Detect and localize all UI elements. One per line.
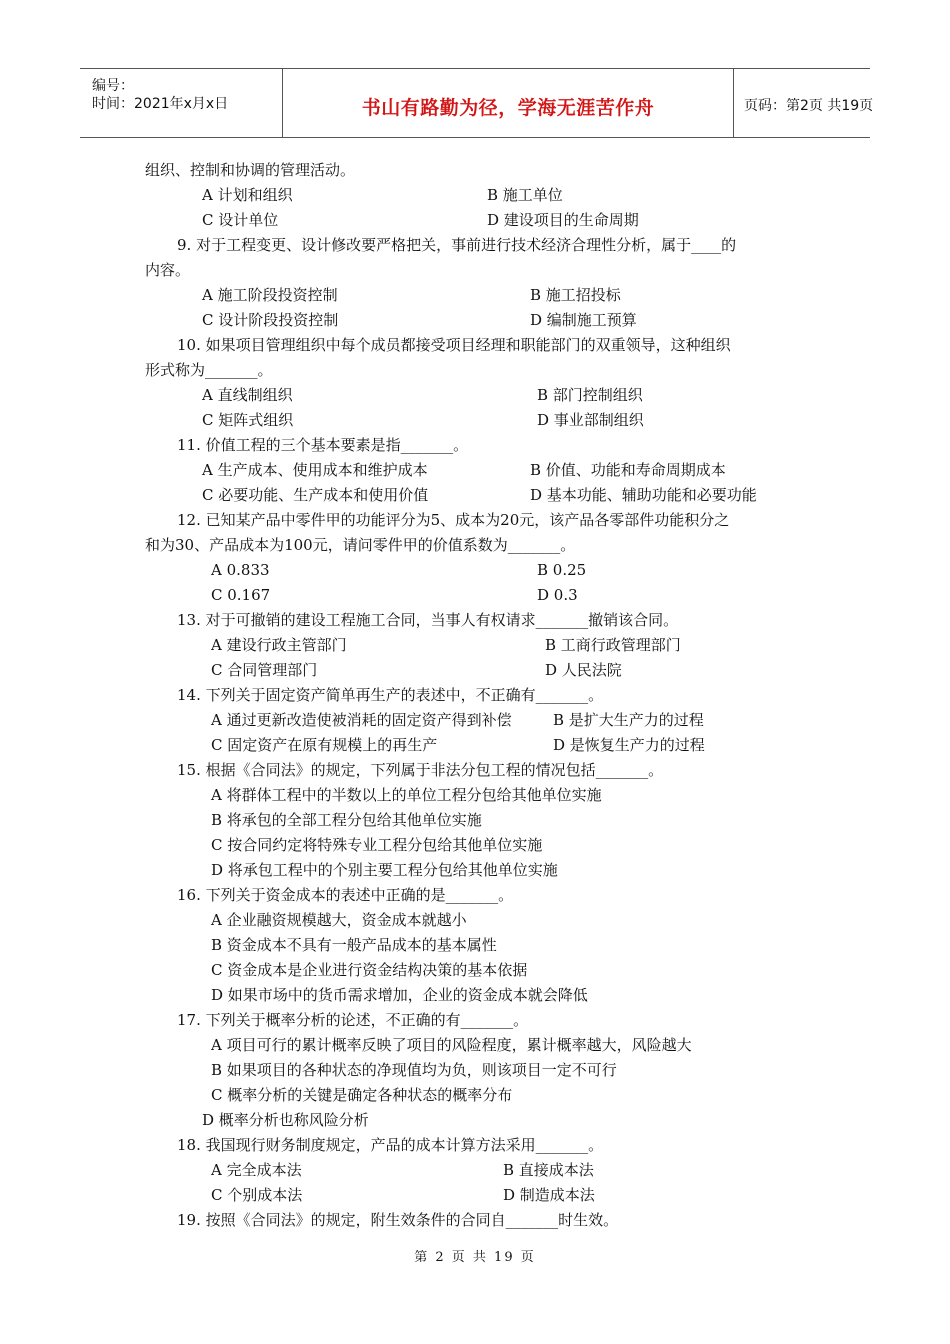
question-16: 16. 下列关于资金成本的表述中正确的是_______。 [177, 886, 514, 904]
option-a: A 施工阶段投资控制 [202, 286, 338, 304]
header-info-cell [80, 69, 283, 137]
option-a: A 0.833 [211, 561, 270, 579]
option-b: B 将承包的全部工程分包给其他单位实施 [211, 811, 482, 829]
header-motto: 书山有路勤为径，学海无涯苦作舟 [361, 97, 655, 119]
option-d: D 编制施工预算 [530, 311, 637, 329]
option-b: B 如果项目的各种状态的净现值均为负，则该项目一定不可行 [211, 1061, 617, 1079]
option-c: C 固定资产在原有规模上的再生产 [211, 736, 438, 754]
option-b: B 施工招投标 [530, 286, 621, 304]
option-a: A 直线制组织 [202, 386, 293, 404]
text-line: 组织、控制和协调的管理活动。 [145, 161, 356, 179]
page-footer: 第 2 页 共 19 页 [414, 1250, 536, 1265]
option-b: B 是扩大生产力的过程 [553, 711, 704, 729]
option-a: A 企业融资规模越大，资金成本就越小 [211, 911, 467, 929]
option-b: B 施工单位 [487, 186, 563, 204]
option-b: B 工商行政管理部门 [545, 636, 681, 654]
document-number-label: 编号： [92, 78, 134, 94]
header-page-cell [734, 69, 874, 137]
option-c: C 合同管理部门 [211, 661, 318, 679]
option-c: C 矩阵式组织 [202, 411, 294, 429]
text-line: 形式称为_______。 [145, 361, 273, 379]
question-12: 12. 已知某产品中零件甲的功能评分为5、成本为20元，该产品各零部件功能积分之 [177, 511, 730, 529]
document-date-label: 时间：2021年x月x日 [92, 96, 229, 112]
option-a: A 完全成本法 [211, 1161, 302, 1179]
option-b: B 资金成本不具有一般产品成本的基本属性 [211, 936, 497, 954]
option-d: D 建设项目的生命周期 [487, 211, 639, 229]
page-header [80, 68, 874, 138]
question-15: 15. 根据《合同法》的规定，下列属于非法分包工程的情况包括_______。 [177, 761, 664, 779]
question-18: 18. 我国现行财务制度规定，产品的成本计算方法采用_______。 [177, 1136, 604, 1154]
option-d: D 将承包工程中的个别主要工程分包给其他单位实施 [211, 861, 558, 879]
option-b: B 部门控制组织 [537, 386, 643, 404]
option-c: C 资金成本是企业进行资金结构决策的基本依据 [211, 961, 528, 979]
option-b: B 价值、功能和寿命周期成本 [530, 461, 726, 479]
option-a: A 将群体工程中的半数以上的单位工程分包给其他单位实施 [211, 786, 602, 804]
option-d: D 制造成本法 [503, 1186, 595, 1204]
text-line: 内容。 [145, 261, 191, 279]
option-c: C 概率分析的关键是确定各种状态的概率分布 [211, 1086, 513, 1104]
question-11: 11. 价值工程的三个基本要素是指_______。 [177, 436, 469, 454]
option-c: C 设计单位 [202, 211, 279, 229]
option-c: C 设计阶段投资控制 [202, 311, 339, 329]
option-c: C 按合同约定将特殊专业工程分包给其他单位实施 [211, 836, 543, 854]
option-c: C 必要功能、生产成本和使用价值 [202, 486, 429, 504]
option-b: B 直接成本法 [503, 1161, 594, 1179]
question-13: 13. 对于可撤销的建设工程施工合同，当事人有权请求_______撤销该合同。 [177, 611, 679, 629]
header-motto-cell [283, 69, 734, 137]
option-a: A 生产成本、使用成本和维护成本 [202, 461, 428, 479]
option-d: D 是恢复生产力的过程 [553, 736, 705, 754]
text-line: 和为30、产品成本为100元，请问零件甲的价值系数为_______。 [145, 536, 576, 554]
option-c: C 个别成本法 [211, 1186, 303, 1204]
option-d: D 如果市场中的货币需求增加，企业的资金成本就会降低 [211, 986, 588, 1004]
question-17: 17. 下列关于概率分析的论述，不正确的有_______。 [177, 1011, 529, 1029]
option-a: A 计划和组织 [202, 186, 293, 204]
option-d: D 人民法院 [545, 661, 622, 679]
option-d: D 0.3 [537, 586, 578, 604]
header-page-number: 页码：第2页 共19页 [744, 98, 874, 114]
option-d: D 事业部制组织 [537, 411, 644, 429]
question-10: 10. 如果项目管理组织中每个成员都接受项目经理和职能部门的双重领导，这种组织 [177, 336, 731, 354]
option-a: A 通过更新改造使被消耗的固定资产得到补偿 [211, 711, 512, 729]
option-c: C 0.167 [211, 586, 271, 604]
option-a: A 项目可行的累计概率反映了项目的风险程度，累计概率越大，风险越大 [211, 1036, 692, 1054]
option-d: D 基本功能、辅助功能和必要功能 [530, 486, 757, 504]
option-b: B 0.25 [537, 561, 587, 579]
question-9: 9. 对于工程变更、设计修改要严格把关，事前进行技术经济合理性分析，属于____的 [177, 236, 737, 254]
question-14: 14. 下列关于固定资产简单再生产的表述中，不正确有_______。 [177, 686, 604, 704]
option-d: D 概率分析也称风险分析 [202, 1111, 369, 1129]
question-19: 19. 按照《合同法》的规定，附生效条件的合同自_______时生效。 [177, 1211, 619, 1229]
option-a: A 建设行政主管部门 [211, 636, 347, 654]
